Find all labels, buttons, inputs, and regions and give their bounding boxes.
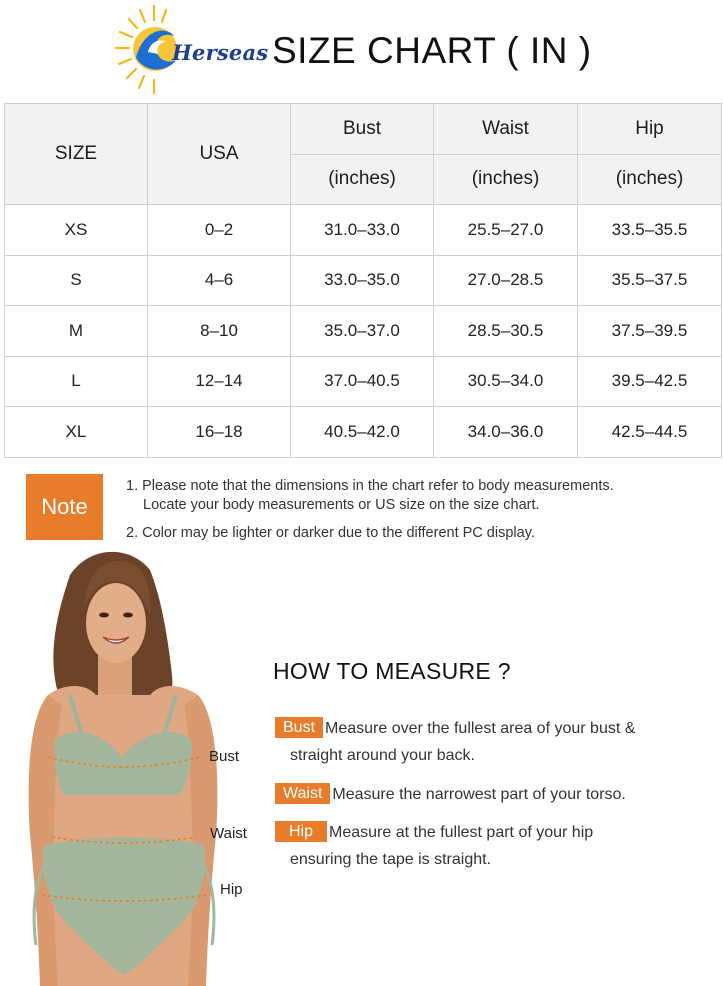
header-hip-unit: (inches)	[578, 154, 722, 205]
header-usa: USA	[148, 104, 291, 205]
cell-size: XL	[5, 407, 148, 458]
measure-item-hip	[275, 819, 593, 873]
measure-hip-line-1: Measure at the fullest part of your hip	[329, 824, 594, 841]
measure-hip-line-2: ensuring the tape is straight.	[290, 851, 492, 868]
table-row	[5, 205, 722, 256]
cell-size: XS	[5, 205, 148, 256]
header-bust: Bust	[291, 104, 434, 155]
cell-waist: 27.0–28.5	[434, 255, 578, 306]
table-row	[5, 306, 722, 357]
note-1-line-1: 1. Please note that the dimensions in the chart refer to body measurements.	[126, 478, 614, 494]
note-2: 2. Color may be lighter or darker due to the different PC display.	[126, 525, 535, 541]
cell-waist: 28.5–30.5	[434, 306, 578, 357]
cell-waist: 25.5–27.0	[434, 205, 578, 256]
cell-bust: 37.0–40.5	[291, 356, 434, 407]
measure-waist-line-1: Measure the narrowest part of your torso.	[332, 786, 626, 803]
cell-usa: 12–14	[148, 356, 291, 407]
header-hip: Hip	[578, 104, 722, 155]
cell-bust: 31.0–33.0	[291, 205, 434, 256]
page-title: SIZE CHART ( IN )	[272, 30, 592, 71]
measure-tag-bust: Bust	[275, 717, 323, 738]
table-row	[5, 356, 722, 407]
brand-name: Herseas	[172, 40, 269, 65]
cell-hip: 42.5–44.5	[578, 407, 722, 458]
header-waist: Waist	[434, 104, 578, 155]
cell-usa: 0–2	[148, 205, 291, 256]
note-1-line-2: Locate your body measurements or US size on the size chart.	[143, 497, 540, 513]
figure-label-bust: Bust	[209, 748, 240, 765]
cell-usa: 4–6	[148, 255, 291, 306]
header-waist-unit: (inches)	[434, 154, 578, 205]
measure-item-bust	[275, 715, 635, 769]
model-figure	[0, 545, 260, 986]
cell-size: S	[5, 255, 148, 306]
cell-bust: 35.0–37.0	[291, 306, 434, 357]
cell-bust: 40.5–42.0	[291, 407, 434, 458]
figure-label-waist: Waist	[210, 825, 247, 842]
header	[0, 0, 723, 100]
header-size: SIZE	[5, 104, 148, 205]
cell-size: M	[5, 306, 148, 357]
table-row	[5, 255, 722, 306]
cell-size: L	[5, 356, 148, 407]
size-chart-table	[4, 103, 722, 458]
cell-usa: 16–18	[148, 407, 291, 458]
table-header-row	[5, 104, 722, 155]
cell-hip: 35.5–37.5	[578, 255, 722, 306]
note-badge: Note	[26, 474, 103, 540]
measure-tag-hip: Hip	[275, 821, 327, 842]
figure-label-hip: Hip	[220, 881, 243, 898]
measure-bust-line-1: Measure over the fullest area of your bust &	[325, 720, 636, 737]
model-silhouette-icon	[0, 545, 260, 986]
cell-hip: 37.5–39.5	[578, 306, 722, 357]
brand-logo	[112, 2, 269, 98]
notes-list	[126, 477, 614, 543]
measure-item-waist	[275, 781, 626, 808]
measure-tag-waist: Waist	[275, 783, 330, 804]
table-row	[5, 407, 722, 458]
how-to-measure-title: HOW TO MEASURE ?	[273, 658, 511, 684]
cell-usa: 8–10	[148, 306, 291, 357]
cell-hip: 39.5–42.5	[578, 356, 722, 407]
cell-waist: 30.5–34.0	[434, 356, 578, 407]
cell-hip: 33.5–35.5	[578, 205, 722, 256]
cell-bust: 33.0–35.0	[291, 255, 434, 306]
header-bust-unit: (inches)	[291, 154, 434, 205]
measure-bust-line-2: straight around your back.	[290, 747, 475, 764]
cell-waist: 34.0–36.0	[434, 407, 578, 458]
